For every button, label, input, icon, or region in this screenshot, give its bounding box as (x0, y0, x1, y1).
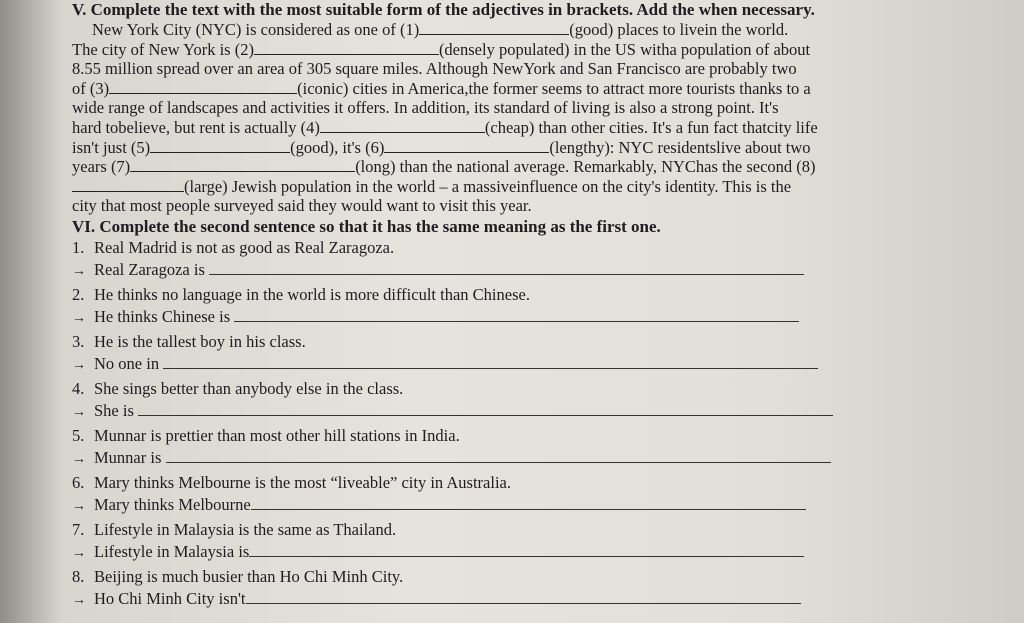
answer-line-1[interactable] (209, 260, 804, 275)
arrow-icon: → (72, 358, 86, 374)
question-3: 3. He is the tallest boy in his class. (72, 331, 306, 351)
answer-blank-7[interactable] (130, 158, 355, 172)
section-5-passage (72, 20, 952, 216)
question-8: 8. Beijing is much busier than Ho Chi Minh City. (72, 566, 404, 586)
answer-blank-6[interactable] (384, 139, 549, 153)
passage-line: of (3) (iconic) cities in America,the former seems to attract more tourists thanks to a (72, 78, 811, 98)
answer-2: → He thinks Chinese is (72, 306, 952, 331)
passage-line: wide range of landscapes and activities it offers. In addition, its standard of living is also a strong point. It's (72, 98, 779, 118)
answer-5: → Munnar is (72, 447, 952, 472)
arrow-icon: → (72, 405, 86, 421)
question-5: 5. Munnar is prettier than most other hill stations in India. (72, 425, 460, 445)
answer-blank-5[interactable] (150, 139, 290, 153)
arrow-icon: → (72, 499, 86, 515)
question-2: 2. He thinks no language in the world is more difficult than Chinese. (72, 284, 530, 304)
answer-blank-4[interactable] (320, 119, 485, 133)
passage-line: hard tobelieve, but rent is actually (4) (cheap) than other cities. It's a fun fact thatcity life (72, 117, 818, 137)
answer-7: → Lifestyle in Malaysia is (72, 541, 952, 566)
arrow-icon: → (72, 452, 86, 468)
answer-line-2[interactable] (234, 307, 799, 322)
answer-blank-8[interactable] (72, 178, 184, 192)
passage-line: 8.55 million spread over an area of 305 square miles. Although NewYork and San Francisco are probably two (72, 59, 797, 79)
passage-line: isn't just (5) (good), it's (6) (lengthy): NYC residentslive about two (72, 137, 811, 157)
passage-line: years (7) (long) than the national average. Remarkably, NYChas the second (8) (72, 157, 816, 177)
worksheet-page (72, 0, 952, 623)
answer-line-4[interactable] (138, 401, 833, 416)
question-1: 1. Real Madrid is not as good as Real Zaragoza. (72, 237, 395, 257)
answer-line-3[interactable] (163, 354, 818, 369)
answer-1: → Real Zaragoza is (72, 259, 952, 284)
passage-line: city that most people surveyed said they would want to visit this year. (72, 196, 532, 216)
answer-8: → Ho Chi Minh City isn't (72, 588, 952, 613)
section-6-heading (72, 217, 952, 237)
answer-line-5[interactable] (166, 448, 831, 463)
answer-blank-1[interactable] (419, 21, 569, 35)
answer-line-8[interactable] (246, 589, 801, 604)
arrow-icon: → (72, 593, 86, 609)
question-4: 4. She sings better than anybody else in the class. (72, 378, 404, 398)
arrow-icon: → (72, 311, 86, 327)
question-6: 6. Mary thinks Melbourne is the most “liveable” city in Australia. (72, 472, 511, 492)
section-5-heading (72, 0, 952, 20)
answer-blank-2[interactable] (254, 41, 439, 55)
question-7: 7. Lifestyle in Malaysia is the same as Thailand. (72, 519, 397, 539)
section-6-heading-text: VI. Complete the second sentence so that it has the same meaning as the first one. (72, 216, 661, 236)
arrow-icon: → (72, 546, 86, 562)
section-6-items (72, 237, 952, 613)
passage-line: (large) Jewish population in the world – a massiveinfluence on the city's identity. This is the (72, 177, 952, 197)
answer-4: → She is (72, 400, 952, 425)
answer-3: → No one in (72, 353, 952, 378)
section-5-heading-text: V. Complete the text with the most suitable form of the adjectives in brackets. Add the when necessary. (72, 0, 815, 19)
passage-line: The city of New York is (2) (densely populated) in the US witha population of about (72, 39, 811, 59)
passage-line: New York City (NYC) is considered as one of (1) (good) places to livein the world. (92, 20, 789, 39)
answer-blank-3[interactable] (109, 80, 297, 94)
arrow-icon: → (72, 264, 86, 280)
answer-6: → Mary thinks Melbourne (72, 494, 952, 519)
answer-line-6[interactable] (251, 495, 806, 510)
answer-line-7[interactable] (249, 542, 804, 557)
